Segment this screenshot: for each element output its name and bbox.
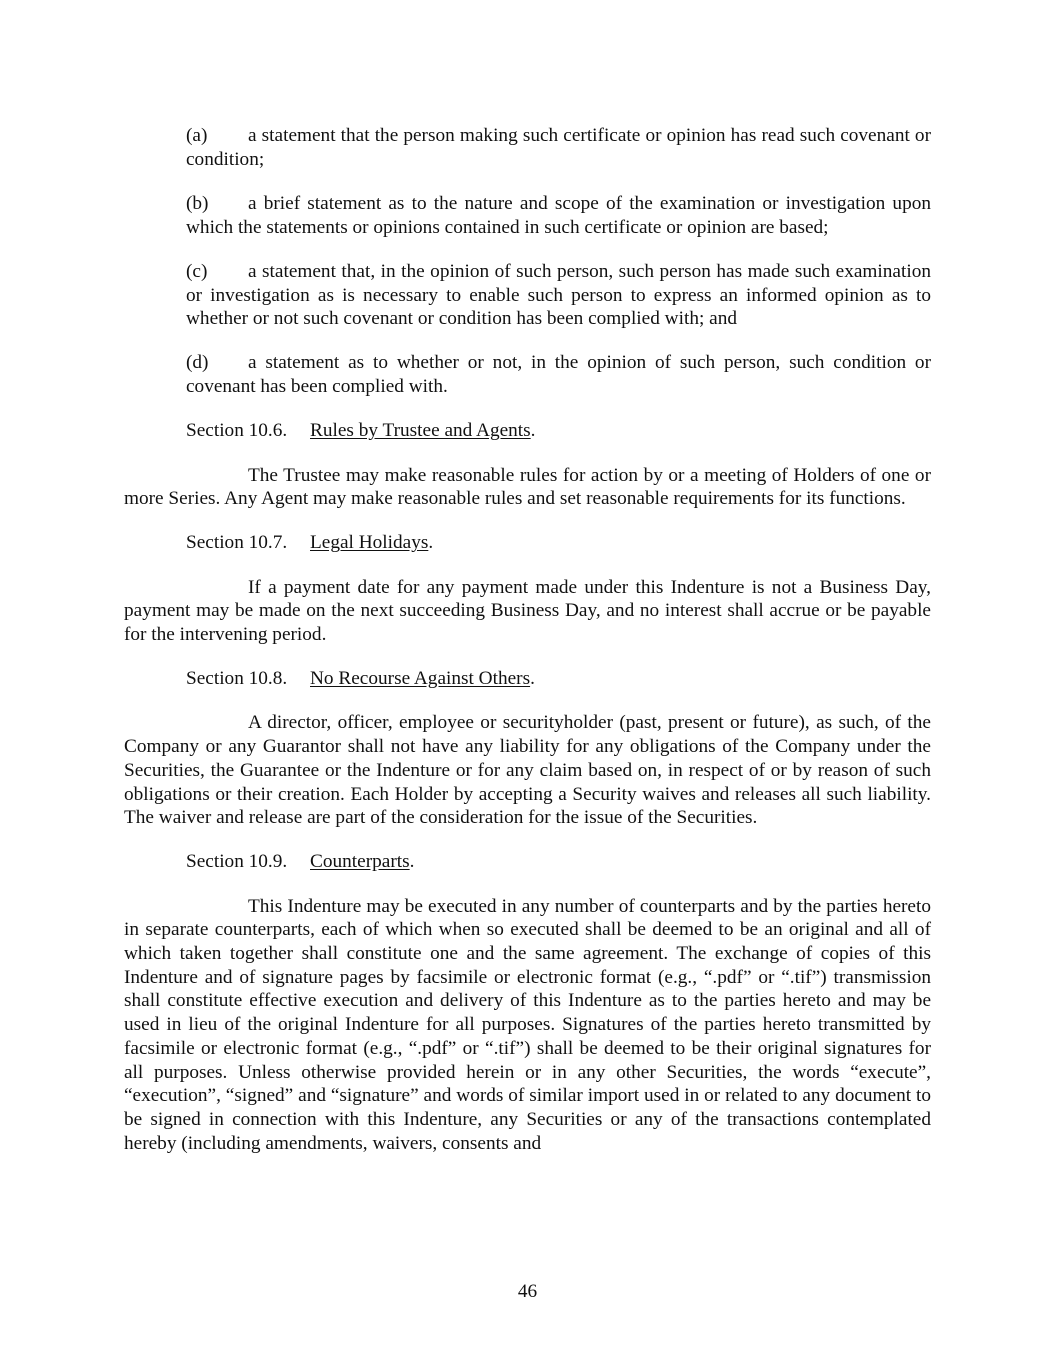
section-title: No Recourse Against Others [310, 668, 531, 690]
section-number: Section 10.6. [186, 420, 288, 442]
section-title: Counterparts [310, 851, 410, 873]
list-item [186, 260, 931, 331]
section-heading-10-8: Section 10.8. No Recourse Against Others. [186, 668, 535, 690]
section-body-10-8: A director, officer, employee or securityholder (past, present or future), as such, of the Company or any Guarantor shall not have any liability for any obligations of the Company under the Securities, the Guarantee or the Indenture or for any claim based on, in respect of or by reason of such obligations or their creation. Each Holder by accepting a Security waives and releases all such liability. The waiver and release are part of the consideration for the issue of the Securities. [124, 712, 931, 829]
page-number: 46 [517, 1281, 538, 1302]
item-label: (b) [186, 192, 209, 214]
item-text: a brief statement as to the nature and scope of the examination or investigation upon which the statements or opinions contained in such certificate or opinion are based; [186, 192, 931, 238]
item-label: (c) [186, 260, 208, 282]
list-item [186, 124, 931, 171]
section-body-10-6: The Trustee may make reasonable rules for action by or a meeting of Holders of one or more Series. Any Agent may make reasonable rules and set reasonable requirements for its functions. [124, 464, 931, 510]
section-body-10-9: This Indenture may be executed in any number of counterparts and by the parties hereto in separate counterparts, each of which when so executed shall be deemed to be an original and all of which taken together shall constitute one and the same agreement. The exchange of copies of this Indenture and of signature pages by facsimile or electronic format (e.g., “.pdf” or “.tif”) transmission shall constitute effective execution and delivery of this Indenture as to the parties hereto and may be used in lieu of the original Indenture for all purposes. Signatures of the parties hereto transmitted by facsimile or electronic format (e.g., “.pdf” or “.tif”) shall be deemed to be their original signatures for all purposes. Unless otherwise provided herein or in any other Securities, the words “execute”, “execution”, “signed” and “signature” and words of similar import used in or related to any document to be signed in connection with this Indenture, any Securities or any of the transactions contemplated hereby (including amendments, waivers, consents and [124, 895, 931, 1154]
section-number: Section 10.9. [186, 851, 288, 873]
item-text: a statement as to whether or not, in the opinion of such person, such condition or covenant has been complied with. [186, 352, 931, 398]
section-title: Legal Holidays [310, 532, 429, 554]
section-title: Rules by Trustee and Agents [310, 420, 531, 442]
item-label: (a) [186, 125, 208, 146]
document-page [124, 124, 931, 1176]
section-heading-10-6: Section 10.6. Rules by Trustee and Agents. [186, 420, 536, 442]
list-item [186, 192, 931, 239]
item-label: (d) [186, 352, 209, 374]
item-text: a statement that the person making such certificate or opinion has read such covenant or condition; [186, 125, 931, 170]
section-number: Section 10.8. [186, 668, 288, 690]
item-text: a statement that, in the opinion of such person, such person has made such examination or investigation as is necessary to enable such person to express an informed opinion as to whether or not such covenant or condition has been complied with; and [186, 260, 931, 330]
section-number: Section 10.7. [186, 532, 288, 554]
section-heading-10-9: Section 10.9. Counterparts. [186, 851, 415, 873]
list-item [186, 351, 931, 398]
section-body-10-7: If a payment date for any payment made under this Indenture is not a Business Day, payment may be made on the next succeeding Business Day, and no interest shall accrue or be payable for the intervening period. [124, 576, 931, 646]
section-heading-10-7: Section 10.7. Legal Holidays. [186, 532, 434, 554]
